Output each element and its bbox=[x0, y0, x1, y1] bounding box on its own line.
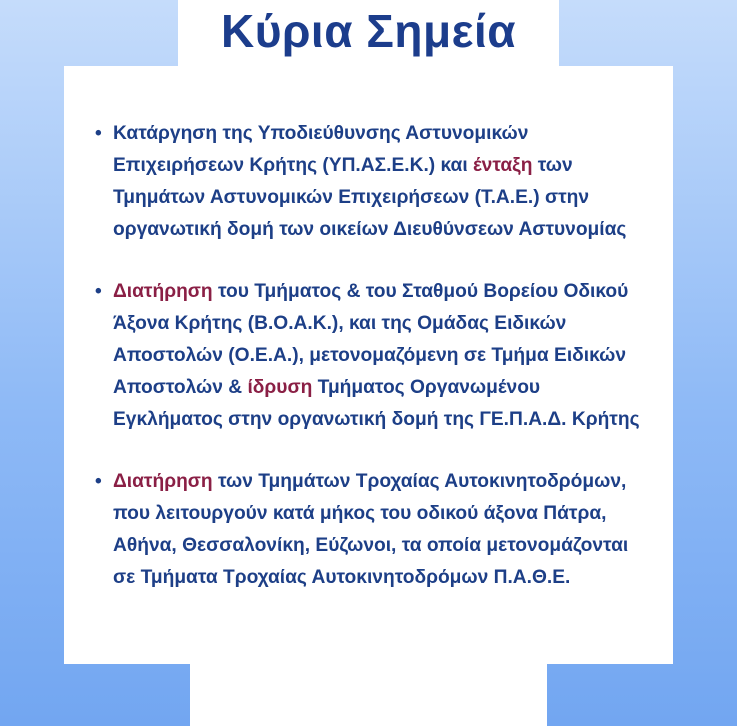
point-3-text-d: σε Τμήματα Τροχαίας Αυτοκινητοδρόμων Π.Α.Θ.Ε. bbox=[113, 567, 571, 588]
bullet-icon: • bbox=[95, 123, 102, 144]
highlight-diatirisi: Διατήρηση bbox=[113, 471, 213, 492]
highlight-idrysi: ίδρυση bbox=[247, 377, 313, 398]
point-2-text-a: του Τμήματος & του Σταθμού Βορείου Οδικού bbox=[212, 281, 629, 302]
highlight-entaxi: ένταξη bbox=[473, 155, 533, 176]
point-1-text-b: Επιχειρήσεων Κρήτης (ΥΠ.ΑΣ.Ε.Κ.) και bbox=[113, 155, 474, 176]
point-2-text-d: Αποστολών & bbox=[113, 377, 248, 398]
point-1-text-a: Κατάργηση της Υποδιεύθυνσης Αστυνομικών bbox=[113, 123, 529, 144]
bottom-tab-backdrop bbox=[190, 664, 547, 726]
point-3-text-b: που λειτουργούν κατά μήκος του οδικού άξονα Πάτρα, bbox=[113, 503, 607, 524]
point-3-text-a: των Τμημάτων Τροχαίας Αυτοκινητοδρόμων, bbox=[212, 471, 627, 492]
point-2-text-c: Αποστολών (Ο.Ε.Α.), μετονομαζόμενη σε Τμήμα Ειδικών bbox=[113, 345, 627, 366]
key-points-list bbox=[95, 118, 680, 624]
highlight-diatirisi: Διατήρηση bbox=[113, 281, 213, 302]
key-point-1 bbox=[95, 118, 680, 246]
point-3-text-c: Αθήνα, Θεσσαλονίκη, Εύζωνοι, τα οποία μετονομάζονται bbox=[113, 535, 629, 556]
point-2-text-b: Άξονα Κρήτης (Β.Ο.Α.Κ.), και της Ομάδας Ειδικών bbox=[113, 313, 567, 334]
page-title: Κύρια Σημεία bbox=[220, 5, 517, 57]
bullet-icon: • bbox=[95, 471, 102, 492]
point-2-text-e: Τμήματος Οργανωμένου bbox=[312, 377, 541, 398]
key-point-3 bbox=[95, 466, 680, 594]
point-2-text-f: Εγκλήματος στην οργανωτική δομή της ΓΕ.Π.Α.Δ. Κρήτης bbox=[113, 409, 640, 430]
bullet-icon: • bbox=[95, 281, 102, 302]
key-point-2 bbox=[95, 276, 680, 436]
point-1-text-e: οργανωτική δομή των οικείων Διευθύνσεων Αστυνομίας bbox=[113, 219, 627, 240]
point-1-text-d: Τμημάτων Αστυνομικών Επιχειρήσεων (Τ.Α.Ε.) στην bbox=[113, 187, 590, 208]
point-1-text-c: των bbox=[532, 155, 573, 176]
